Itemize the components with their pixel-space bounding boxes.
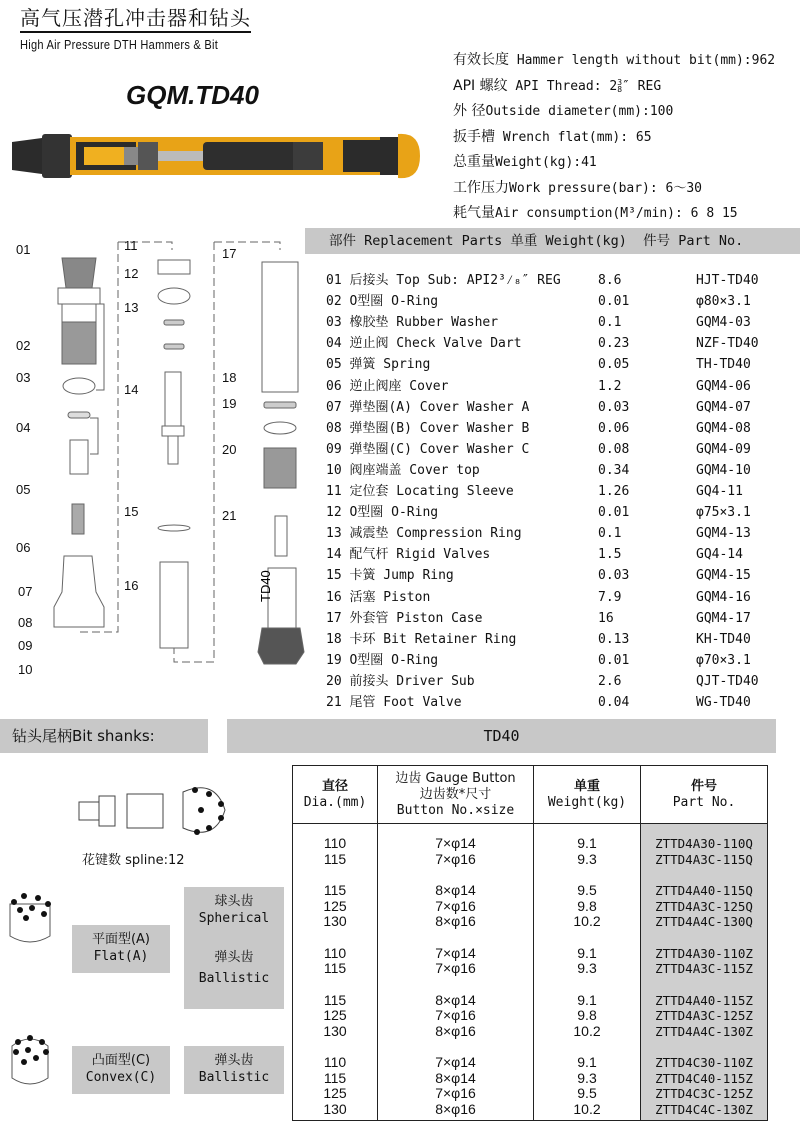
hammer-cutaway-illustration	[8, 128, 420, 184]
spec-weight: 总重量Weight(kg):41	[453, 154, 597, 170]
spec-hammer-length: 有效长度 Hammer length without bit(mm):962	[453, 52, 776, 68]
diameter-cells	[293, 824, 378, 1121]
part-number: GQ4-11	[696, 484, 743, 499]
col-gauge-button: 边齿 Gauge Button 边齿数*尺寸 Button No.×size	[378, 766, 534, 824]
table-cell: 8×φ16	[435, 913, 476, 929]
part-number: GQM4-06	[696, 378, 751, 394]
part-number: φ80×3.1	[696, 294, 751, 310]
model-name: GQM.TD40	[126, 80, 259, 110]
table-cell: ZTTD4A40-115Z	[655, 992, 753, 1008]
table-cell: 110	[323, 835, 347, 851]
table-cell: 7×φ16	[435, 1085, 476, 1101]
table-cell: 110	[323, 1054, 347, 1070]
part-name: 07 弹垫圈(A) Cover Washer A	[326, 399, 530, 415]
table-cell: 110	[323, 944, 347, 961]
part-name: 18 卡环 Bit Retainer Ring	[326, 631, 517, 647]
spec-work-pressure: 工作压力Work pressure(bar): 6～30	[453, 179, 703, 196]
part-name: 17 外套管 Piston Case	[326, 610, 483, 626]
part-number: φ70×3.1	[696, 652, 751, 668]
table-cell: ZTTD4A30-110Q	[655, 836, 753, 851]
table-cell: 9.3	[577, 1069, 597, 1086]
part-weight: 0.03	[598, 568, 630, 584]
table-cell: ZTTD4C40-115Z	[655, 1070, 753, 1086]
table-cell: 9.1	[577, 991, 597, 1008]
diagram-label: 21	[222, 508, 237, 523]
table-cell: 7×φ16	[435, 1007, 476, 1023]
part-weight: 0.06	[598, 420, 630, 436]
table-cell: 9.1	[577, 835, 597, 851]
table-cell: 8×φ16	[435, 1100, 476, 1117]
part-weight: 0.05	[598, 357, 630, 373]
part-number: GQM4-17	[696, 610, 751, 626]
table-cell: 125	[323, 1007, 347, 1023]
spec-list	[453, 48, 775, 227]
table-cell: ZTTD4A3C-115Z	[655, 961, 753, 976]
part-number: GQ4-14	[696, 547, 743, 563]
table-cell: 9.1	[577, 944, 597, 961]
part-weight: 0.01	[598, 505, 630, 521]
diagram-label: 07	[18, 584, 33, 599]
spec-wrench-flat: 扳手槽 Wrench flat(mm): 65	[453, 128, 652, 145]
diagram-label: 19	[222, 396, 237, 411]
bit-type-flat: 平面型(A) Flat(A)	[72, 925, 170, 973]
spec-api-thread: API 螺纹 API Thread: 23 8″ REG	[453, 77, 662, 94]
table-cell: ZTTD4A3C-115Q	[655, 851, 753, 867]
table-cell: 115	[323, 850, 347, 867]
part-weight: 1.26	[598, 484, 630, 499]
part-weight: 0.01	[598, 652, 630, 668]
bit-side-illustration	[75, 780, 245, 840]
bit-type-convex: 凸面型(C) Convex(C)	[72, 1046, 170, 1094]
part-number: NZF-TD40	[696, 336, 759, 352]
table-body-row	[293, 824, 768, 1121]
table-cell: 115	[323, 960, 347, 976]
part-weight: 0.34	[598, 462, 630, 478]
table-cell: ZTTD4A4C-130Z	[655, 1023, 753, 1039]
part-name: 20 前接头 Driver Sub	[326, 673, 475, 689]
table-cell: ZTTD4A3C-125Z	[655, 1008, 753, 1023]
part-name: 03 橡胶垫 Rubber Washer	[326, 315, 499, 331]
table-cell: 7×φ16	[435, 960, 476, 976]
table-cell: 7×φ14	[435, 835, 476, 851]
diagram-label: 12	[124, 266, 139, 281]
part-weight: 0.01	[598, 294, 630, 310]
part-name: 08 弹垫圈(B) Cover Washer B	[326, 420, 530, 436]
weight-cells	[534, 824, 641, 1121]
table-cell: 7×φ14	[435, 1054, 476, 1070]
diagram-label: 03	[16, 370, 31, 385]
table-cell: ZTTD4A30-110Z	[655, 945, 753, 961]
table-cell: ZTTD4A3C-125Q	[655, 898, 753, 914]
part-number: GQM4-08	[696, 420, 751, 436]
part-weight: 16	[598, 610, 614, 626]
table-cell: 130	[323, 913, 347, 929]
col-weight: 单重 Weight(kg)	[534, 766, 641, 824]
diagram-label: 09	[18, 638, 33, 653]
diagram-label: 05	[16, 482, 31, 497]
td40-label: TD40	[258, 570, 273, 602]
bit-shanks-label: 钻头尾柄Bit shanks:	[0, 719, 208, 753]
part-weight: 7.9	[598, 589, 622, 605]
diagram-label: 16	[124, 578, 139, 593]
diagram-label: 20	[222, 442, 237, 457]
part-weight: 0.08	[598, 441, 630, 457]
part-name: 11 定位套 Locating Sleeve	[326, 484, 514, 499]
table-cell: ZTTD4C4C-130Z	[655, 1101, 753, 1117]
table-cell: 10.2	[573, 913, 601, 929]
diagram-label: 13	[124, 300, 139, 315]
page-title-cn: 高气压潜孔冲击器和钻头	[20, 6, 251, 33]
part-no-cells	[641, 824, 768, 1121]
table-cell: 125	[323, 1085, 347, 1101]
table-cell: 8×φ16	[435, 1022, 476, 1039]
part-name: 02 O型圈 O-Ring	[326, 294, 439, 310]
diagram-label: 04	[16, 420, 31, 435]
part-weight: 0.13	[598, 631, 630, 647]
diagram-label: 08	[18, 615, 33, 630]
part-weight: 1.2	[598, 378, 622, 394]
part-number: QJT-TD40	[696, 673, 759, 689]
col-part-no: 件号 Part No.	[641, 766, 768, 824]
convex-bit-illustration	[6, 1032, 56, 1094]
table-cell: 7×φ16	[435, 897, 476, 914]
part-number: GQM4-13	[696, 526, 751, 542]
part-weight: 1.5	[598, 547, 622, 563]
part-number: φ75×3.1	[696, 505, 751, 521]
col-diameter: 直径 Dia.(mm)	[293, 766, 378, 824]
part-name: 04 逆止阀 Check Valve Dart	[326, 336, 522, 352]
bit-spec-table	[292, 765, 768, 1121]
part-number: GQM4-15	[696, 568, 751, 584]
diagram-label: 18	[222, 370, 237, 385]
table-cell: 9.5	[577, 1085, 597, 1101]
spec-air-consumption: 耗气量Air consumption(M³/min): 6 8 15	[453, 205, 738, 221]
table-cell: 130	[323, 1100, 347, 1117]
parts-header: 部件 Replacement Parts 单重 Weight(kg) 件号 Part No.	[305, 228, 800, 254]
table-cell: 9.5	[577, 882, 597, 898]
diagram-label: 15	[124, 504, 139, 519]
table-cell: 9.8	[577, 897, 597, 914]
part-name: 01 后接头 Top Sub: API2³⁄₈″ REG	[326, 273, 561, 288]
part-name: 05 弹簧 Spring	[326, 357, 431, 373]
part-number: GQM4-16	[696, 589, 751, 605]
table-cell: 8×φ14	[435, 882, 476, 898]
part-weight: 0.1	[598, 315, 622, 331]
table-cell: 115	[323, 1069, 347, 1086]
bit-shanks-value: TD40	[227, 719, 776, 753]
table-cell: 10.2	[573, 1022, 601, 1039]
part-name: 09 弹垫圈(C) Cover Washer C	[326, 441, 530, 457]
part-weight: 0.04	[598, 695, 630, 710]
spline-label: 花键数 spline:12	[82, 853, 185, 868]
part-name: 15 卡簧 Jump Ring	[326, 568, 454, 584]
exploded-parts-diagram	[0, 232, 310, 710]
part-number: HJT-TD40	[696, 273, 759, 288]
diagram-label: 14	[124, 382, 139, 397]
table-cell: 10.2	[573, 1100, 601, 1117]
part-weight: 0.23	[598, 336, 630, 352]
table-cell: 7×φ14	[435, 944, 476, 961]
part-number: TH-TD40	[696, 357, 751, 373]
flat-bit-illustration	[4, 890, 56, 952]
table-cell: 130	[323, 1022, 347, 1039]
part-name: 14 配气杆 Rigid Valves	[326, 547, 491, 563]
diagram-label: 02	[16, 338, 31, 353]
diagram-label: 10	[18, 662, 33, 677]
table-cell: 9.3	[577, 850, 597, 867]
table-cell: 9.8	[577, 1007, 597, 1023]
diagram-label: 01	[16, 242, 31, 257]
part-name: 10 阀座端盖 Cover top	[326, 462, 480, 478]
part-name: 21 尾管 Foot Valve	[326, 695, 462, 710]
table-cell: 115	[323, 882, 347, 898]
table-cell: 7×φ16	[435, 850, 476, 867]
part-name: 13 减震垫 Compression Ring	[326, 526, 522, 542]
diagram-label: 11	[124, 238, 138, 253]
table-cell: 9.3	[577, 960, 597, 976]
part-name: 12 O型圈 O-Ring	[326, 505, 439, 521]
diagram-label: 17	[222, 246, 237, 261]
diagram-label: 06	[16, 540, 31, 555]
spec-outside-diameter: 外 径Outside diameter(mm):100	[453, 103, 674, 119]
part-number: WG-TD40	[696, 695, 751, 710]
part-number: GQM4-09	[696, 441, 751, 457]
table-cell: ZTTD4A40-115Q	[655, 883, 753, 898]
table-cell: 9.1	[577, 1054, 597, 1070]
part-number: GQM4-07	[696, 399, 751, 415]
part-name: 16 活塞 Piston	[326, 589, 431, 605]
part-name: 06 逆止阀座 Cover	[326, 378, 449, 394]
table-cell: ZTTD4C30-110Z	[655, 1055, 753, 1070]
button-type-spherical-ballistic: 球头齿 Spherical 弹头齿 Ballistic	[184, 887, 284, 1009]
table-cell: 125	[323, 897, 347, 914]
part-number: KH-TD40	[696, 631, 751, 647]
part-weight: 8.6	[598, 273, 622, 288]
table-cell: ZTTD4A4C-130Q	[655, 914, 753, 929]
gauge-button-cells	[378, 824, 534, 1121]
part-weight: 2.6	[598, 673, 622, 689]
table-header-row	[293, 766, 768, 824]
table-cell: 115	[323, 991, 347, 1008]
table-cell: ZTTD4C3C-125Z	[655, 1086, 753, 1101]
part-weight: 0.1	[598, 526, 622, 542]
part-number: GQM4-10	[696, 462, 751, 478]
part-name: 19 O型圈 O-Ring	[326, 652, 439, 668]
button-type-ballistic: 弹头齿 Ballistic	[184, 1046, 284, 1094]
part-weight: 0.03	[598, 399, 630, 415]
table-cell: 8×φ14	[435, 991, 476, 1008]
part-number: GQM4-03	[696, 315, 751, 331]
page-title-en: High Air Pressure DTH Hammers & Bit	[20, 37, 219, 52]
table-cell: 8×φ14	[435, 1069, 476, 1086]
